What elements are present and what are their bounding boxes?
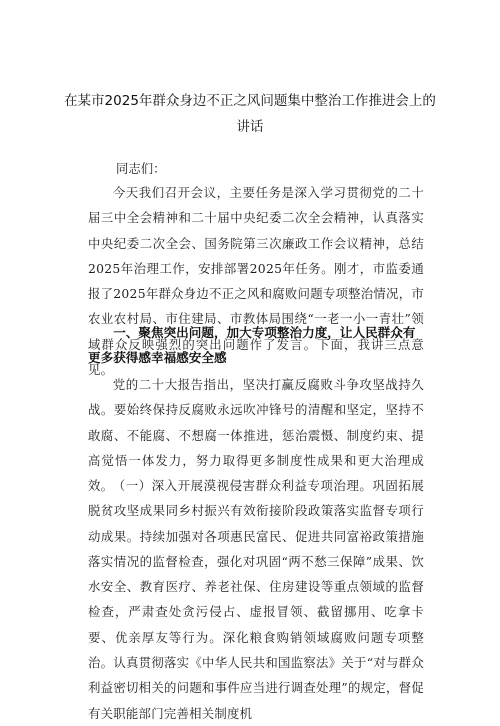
section-heading-1: 一、聚焦突出问题，加大专项整治力度，让人民群众有更多获得感幸福感安全感 bbox=[88, 325, 416, 365]
paragraph-subsection-1: （一）深入开展漠视侵害群众利益专项治理。巩固拓展脱贫攻坚成果同乡村振兴有效衔接阶段政策落实监督专项行动成果。持续加强对各项惠民富民、促进共同富裕政策措施落实情况的监督检查，强化对巩固“两不愁三保障”成果、饮水安全、教育医疗、养老社保、住房建设等重点领域的监督检查，严肃查处贪污侵占、虚报冒领、截留挪用、吃拿卡要、优亲厚友等行为。深化粮食购销领域腐败问题专项整治。认真贯彻落实《中华人民共和国监察法》关于“对与群众利益密切相关的问题和事件应当进行调查处理”的规定，督促有关职能部门完善相关制度机 bbox=[88, 478, 424, 721]
paragraph-intro: 今天我们召开会议，主要任务是深入学习贯彻党的二十届三中全会精神和二十届中央纪委二次全会精神，认真落实中央纪委二次全会、国务院第三次廉政工作会议精神，总结2025年治理工作，安排部署2025年任务。刚才，市监委通报了2025年群众身边不正之风和腐败问题专项整治情况，市农业农村局、市住建局、市教体局围绕“一老一小一青壮”领域群众反映强烈的突出问题作了发言。下面，我讲三点意见。 bbox=[88, 185, 424, 378]
salutation: 同志们： bbox=[116, 161, 166, 176]
paragraph-section-1: 党的二十大报告指出，坚决打赢反腐败斗争攻坚战持久战。要始终保持反腐败永远吹冲锋号的清醒和坚定，坚持不敢腐、不能腐、不想腐一体推进，惩治震慑、制度约束、提高觉悟一体发力，努力取得更多制度性成果和更大治理成效。 bbox=[88, 377, 424, 494]
document-title: 在某市2025年群众身边不正之风问题集中整治工作推进会上的讲话 bbox=[64, 93, 436, 135]
